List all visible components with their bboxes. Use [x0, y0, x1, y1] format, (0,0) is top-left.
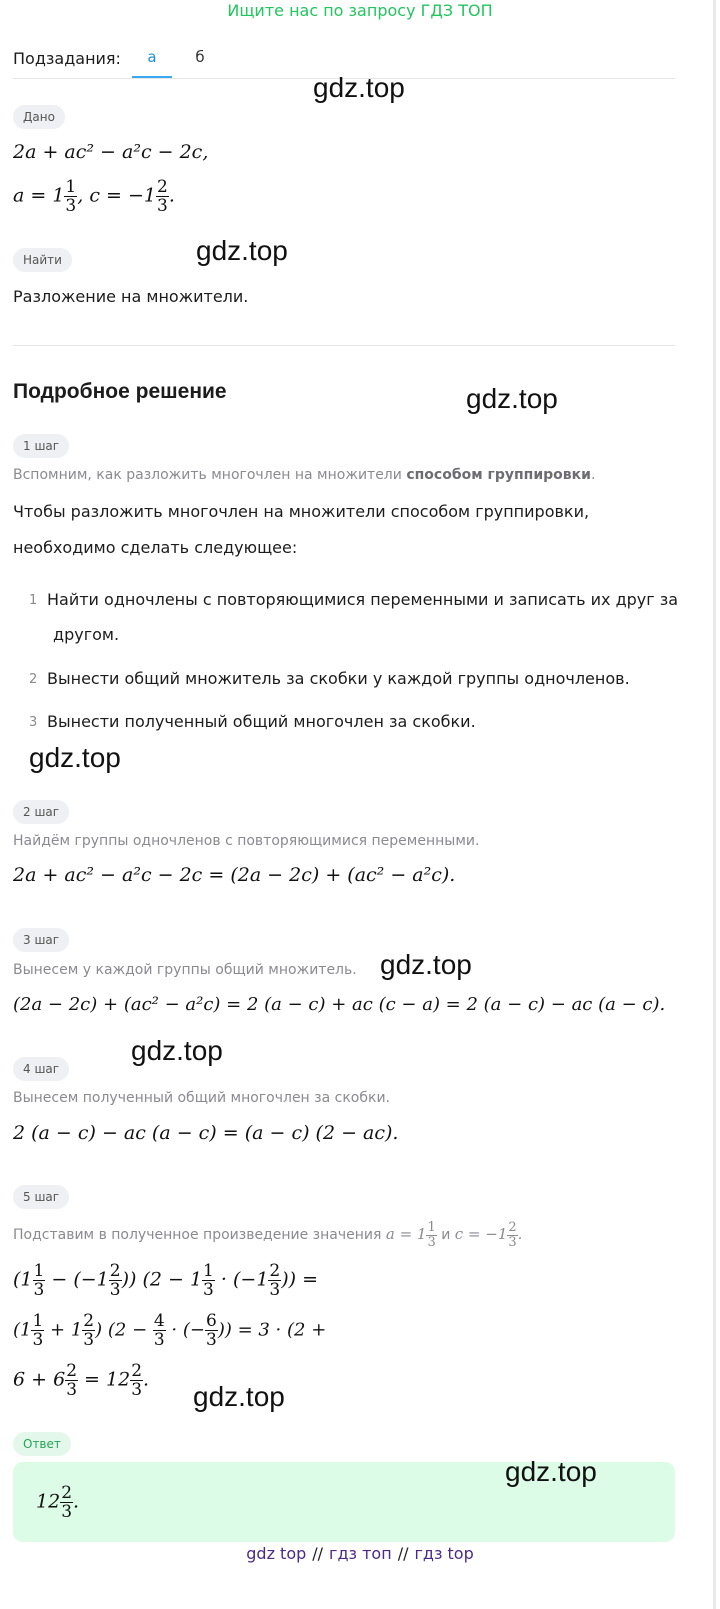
fraction: $\frac{4}{3}$	[153, 1311, 165, 1350]
fraction: $\frac{2}{3}$	[66, 1361, 78, 1400]
step-text: необходимо сделать следующее:	[13, 538, 298, 557]
fraction: $\frac{2}{3}$	[508, 1219, 517, 1250]
watermark: gdz.top	[380, 949, 472, 980]
fraction: $\frac{1}{3}$	[33, 1261, 45, 1300]
calc-row-1: (1 $\frac{1}{3}$ − (−1 $\frac{2}{3}$ )) (2 − 1 $\frac{1}{3}$ · (−1 $\frac{2}{3}$ )) =	[13, 1261, 319, 1300]
footer-link[interactable]: гдз top	[414, 1544, 474, 1563]
list-item: Найти одночлены с повторяющимися переменными и записать их друг за	[47, 590, 679, 609]
calc-row-3: 6 + 6 $\frac{2}{3}$ = 12 $\frac{2}{3}$ .	[13, 1361, 150, 1400]
answer-value: 12 $\frac{2}{3}$ .	[36, 1483, 80, 1522]
watermark: gdz.top	[29, 742, 121, 773]
step-hint: Подставим в полученное произведение значения a = 1 $\frac{1}{3}$ и c = −1 $\frac{2}{3}$ .	[13, 1219, 523, 1250]
answer-chip: Ответ	[13, 1432, 71, 1456]
step-chip: 5 шаг	[13, 1185, 69, 1209]
watermark: gdz.top	[313, 72, 405, 103]
fraction: $\frac{6}{3}$	[205, 1311, 217, 1350]
step-text: Чтобы разложить многочлен на множители способом группировки,	[13, 502, 590, 521]
section-divider	[13, 345, 675, 346]
step-chip: 2 шаг	[13, 800, 69, 824]
find-text: Разложение на множители.	[13, 287, 249, 306]
step-math: 2a + ac² − a²c − 2c = (2a − 2c) + (ac² − a²c).	[13, 864, 456, 886]
list-item: Вынести полученный общий многочлен за скобки.	[47, 712, 476, 731]
list-number: 3	[29, 715, 38, 730]
given-expression: 2a + ac² − a²c − 2c,	[13, 141, 209, 163]
footer-link[interactable]: гдз топ	[329, 1544, 392, 1563]
watermark: gdz.top	[193, 1381, 285, 1412]
fraction: $\frac{2}{3}$	[83, 1311, 95, 1350]
find-chip: Найти	[13, 248, 72, 272]
step-chip: 1 шаг	[13, 434, 69, 458]
subtasks-label: Подзадания:	[13, 49, 121, 68]
watermark: gdz.top	[466, 383, 558, 414]
search-banner: Ищите нас по запросу ГДЗ ТОП	[227, 1, 493, 20]
fraction: $\frac{2}{3}$	[269, 1261, 281, 1300]
step-hint: Вынесем у каждой группы общий множитель.	[13, 962, 357, 978]
fraction: $\frac{1}{3}$	[203, 1261, 214, 1300]
fraction: $\frac{2}{3}$	[131, 1361, 143, 1400]
watermark: gdz.top	[505, 1456, 597, 1487]
step-hint: Вспомним, как разложить многочлен на множители способом группировки.	[13, 467, 596, 483]
list-number: 1	[29, 593, 38, 608]
given-a-label: a = 1	[13, 184, 65, 207]
fraction: $\frac{2}{3}$	[109, 1261, 121, 1300]
footer-links: gdz top // гдз топ // гдз top	[246, 1544, 474, 1563]
scrollbar[interactable]	[713, 0, 716, 1609]
fraction: $\frac{1}{3}$	[32, 1311, 44, 1350]
fraction: $\frac{2}{3}$	[61, 1483, 73, 1522]
step-hint: Вынесем полученный общий многочлен за скобки.	[13, 1090, 390, 1106]
given-chip: Дано	[13, 105, 65, 129]
step-math: (2a − 2c) + (ac² − a²c) = 2 (a − c) + ac (c − a) = 2 (a − c) − ac (a − c).	[13, 994, 666, 1015]
step-chip: 4 шаг	[13, 1057, 69, 1081]
calc-row-2: (1 $\frac{1}{3}$ + 1 $\frac{2}{3}$ ) (2 − $\frac{4}{3}$ · (− $\frac{6}{3}$ )) = 3 · (2 +	[13, 1311, 327, 1350]
fraction: $\frac{1}{3}$	[65, 177, 77, 216]
list-number: 2	[29, 672, 38, 687]
tab-b[interactable]: б	[195, 48, 205, 66]
step-math: 2 (a − c) − ac (a − c) = (a − c) (2 − ac).	[13, 1122, 399, 1144]
list-item-continuation: другом.	[53, 625, 120, 644]
watermark: gdz.top	[196, 235, 288, 266]
solution-title: Подробное решение	[13, 380, 227, 403]
given-c-label: , c = −1	[77, 184, 156, 207]
list-item: Вынести общий множитель за скобки у каждой группы одночленов.	[47, 669, 630, 688]
fraction: $\frac{2}{3}$	[156, 177, 168, 216]
tab-a[interactable]: а	[147, 48, 157, 66]
step-hint: Найдём группы одночленов с повторяющимися переменными.	[13, 833, 480, 849]
watermark: gdz.top	[131, 1035, 223, 1066]
footer-link[interactable]: gdz top	[246, 1544, 307, 1563]
step-chip: 3 шаг	[13, 928, 69, 952]
given-values: a = 1 $\frac{1}{3}$ , c = −1 $\frac{2}{3}$ .	[13, 177, 175, 216]
fraction: $\frac{1}{3}$	[427, 1219, 436, 1250]
